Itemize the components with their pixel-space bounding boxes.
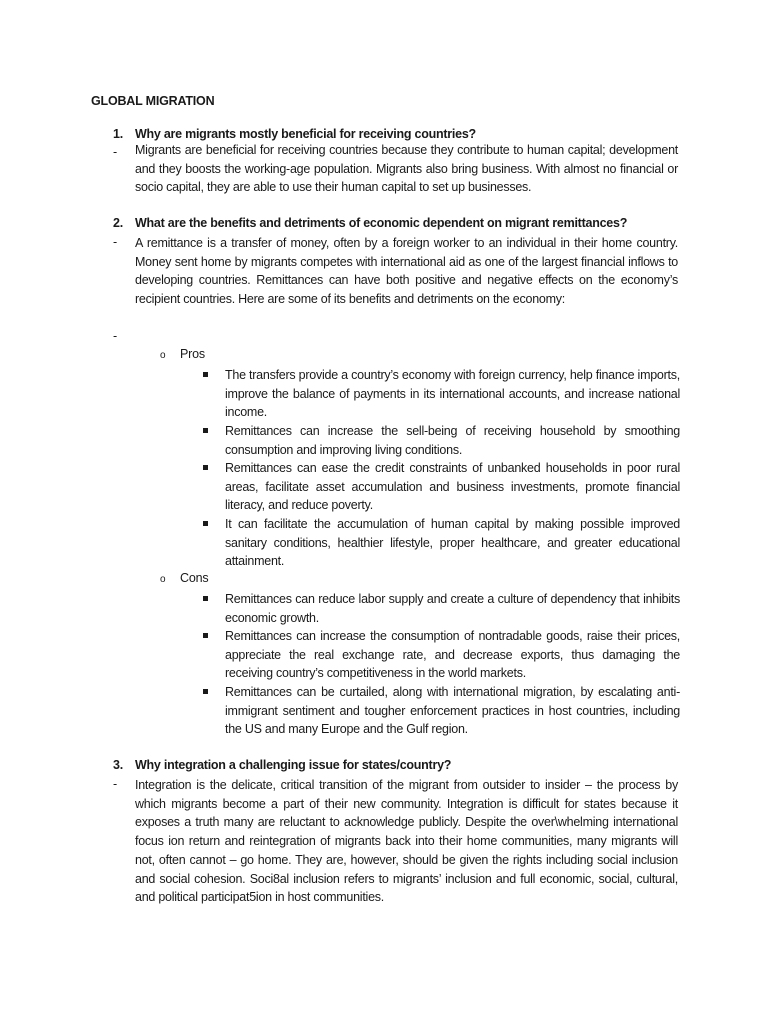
dash-marker: - <box>113 145 118 159</box>
square-bullet-icon <box>203 689 208 694</box>
question-1 <box>113 127 476 141</box>
question-number: 1. <box>113 127 123 141</box>
answer-1: Migrants are beneficial for receiving countries because they contribute to human capital; development and they boosts the working-age population. Migrants also bring business. With almost no financial or socio capital, they are able to use their human capital to set up businesses. <box>135 143 678 195</box>
question-3 <box>113 758 451 772</box>
empty-dash-marker: - <box>113 329 118 343</box>
document-title: GLOBAL MIGRATION <box>91 94 215 108</box>
question-2 <box>113 216 627 230</box>
dash-marker: - <box>113 235 118 249</box>
question-number: 2. <box>113 216 123 230</box>
answer-3: Integration is the delicate, critical transition of the migrant from outsider to insider – the process by which migrants become a part of their new community. Integration is difficult for states because it exposes a truth many are reluctant to acknowledge publicly. Despite the over\whelming international focus ion return and reintegration of migrants back into their home communities, many migrants will not, often cannot – go home. They are, however, should be given the rights including social inclusion and social cohesion. Soci8al inclusion refers to migrants’ inclusion and full economic, social, cultural, and political participat5ion in host communities. <box>135 778 678 905</box>
square-bullet-icon <box>203 465 208 470</box>
dash-marker: - <box>113 777 118 791</box>
cons-label: Cons <box>180 571 209 585</box>
circle-bullet-icon: o <box>160 350 166 361</box>
question-text: Why are migrants mostly beneficial for receiving countries? <box>135 127 476 141</box>
question-text: Why integration a challenging issue for states/country? <box>135 758 452 772</box>
square-bullet-icon <box>203 633 208 638</box>
question-number: 3. <box>113 758 123 772</box>
answer-2: A remittance is a transfer of money, often by a foreign worker to an individual in their home country. Money sent home by migrants competes with international aid as one of the largest financial inflows to developing countries. Remittances can have both positive and negative effects on the economy’s recipient countries. Here are some of its benefits and detriments on the economy: <box>135 236 678 307</box>
cons-heading <box>160 571 208 585</box>
square-bullet-icon <box>203 428 208 433</box>
question-text: What are the benefits and detriments of economic dependent on migrant remittances? <box>135 216 628 230</box>
square-bullet-icon <box>203 521 208 526</box>
pros-heading <box>160 347 205 361</box>
pros-label: Pros <box>180 347 205 361</box>
document-page: GLOBAL MIGRATION 1. Why are migrants mostly beneficial for receiving countries? - Migrants are beneficial for receiving countries because they contribute to human capital; development and they boosts the working-age population. Migrants also bring business. With almost no financial or socio capital, they are able to use their human capital to set up businesses. 2. What are the benefits and detriments of economic dependent on migrant remittances? - A remittance is a transfer of money, often by a foreign worker to an individual in their home country. Money sent home by migrants competes with international aid as one of the largest financial inflows to developing countries. Remittances can have both positive and negative effects on the economy’s recipient countries. Here are some of its benefits and detriments on the economy: - o Pros The transfers provide a country’s economy with foreign currency, help finance imports, improve the balance of payments in its international accounts, and increase national income. Remittances can increase the sell-being of receiving household by smoothing consumption and improving living conditions. Remittances can ease the credit constraints of unbanked households in poor rural areas, facilitate asset accumulation and business investments, promote financial literacy, and reduce poverty. It can facilitate the accumulation of human capital by making possible improved sanitary conditions, healthier lifestyle, proper healthcare, and greater educational attainment. o Cons Remittances can reduce labor supply and create a culture of dependency that inhibits economic growth. Remittances can increase the consumption of nontradable goods, raise their prices, appreciate the real exchange rate, and decrease exports, thus damaging the receiving country’s competitiveness in the world markets. Remittances can be curtailed, along with international migration, by escalating anti-immigrant sentiment and tougher enforcement practices in host countries, including the US and many Europe and the Gulf region. 3. Why integration a challenging issue for states/country? - Integration is the delicate, critical transition of the migrant from outsider to insider – the process by which migrants become a part of their new community. Integration is difficult for states because it exposes a truth many are reluctant to acknowledge publicly. Despite the over\whelming international focus ion return and reintegration of migrants back into their home communities, many migrants will not, often cannot – go home. They are, however, should be given the rights including social inclusion and social cohesion. Soci8al inclusion refers to migrants’ inclusion and full economic, social, cultural, and political participat5ion in host communities. <box>0 0 768 1024</box>
square-bullet-icon <box>203 372 208 377</box>
square-bullet-icon <box>203 596 208 601</box>
circle-bullet-icon: o <box>160 574 166 585</box>
